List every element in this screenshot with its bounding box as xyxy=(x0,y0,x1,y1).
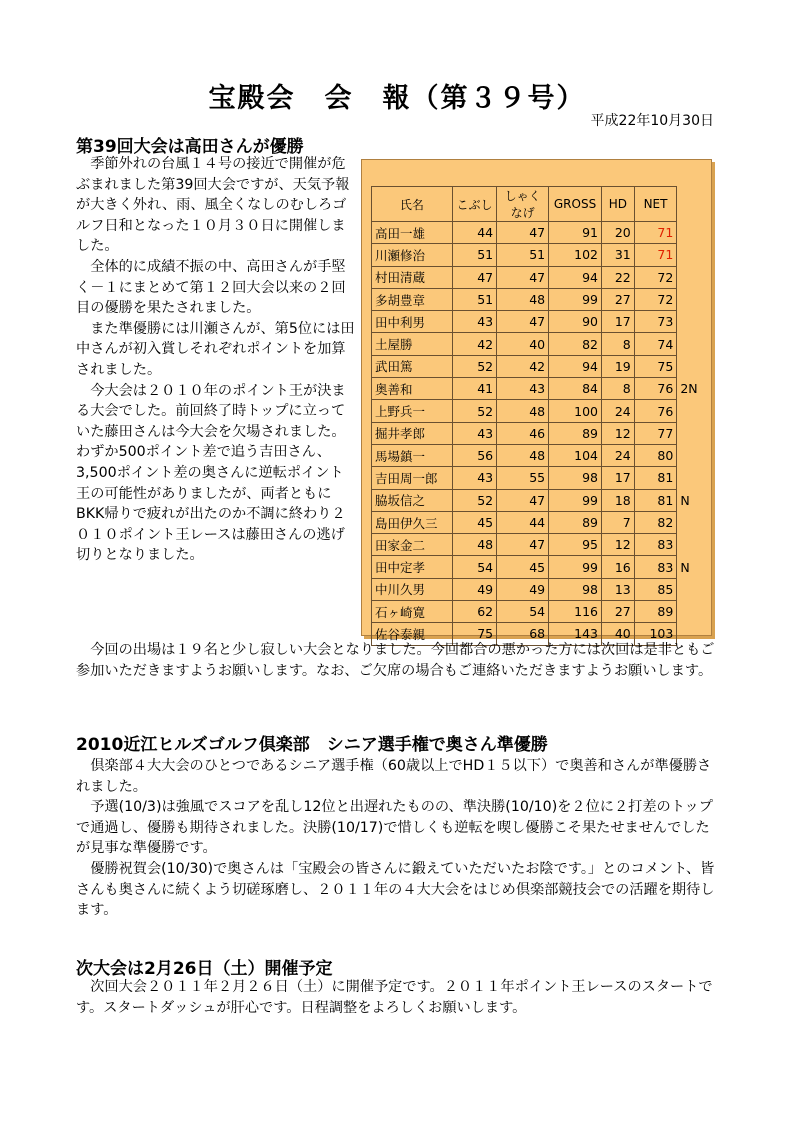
score-remark xyxy=(677,266,711,288)
score-shakunage: 48 xyxy=(497,444,549,466)
score-remark xyxy=(677,333,711,355)
score-gross: 89 xyxy=(549,511,602,533)
score-remark xyxy=(677,601,711,623)
score-net: 89 xyxy=(634,601,677,623)
score-shakunage: 68 xyxy=(497,623,549,645)
score-shakunage: 43 xyxy=(497,378,549,400)
score-net: 76 xyxy=(634,378,677,400)
article1-body xyxy=(76,154,356,566)
article1-p3: また準優勝には川瀬さんが、第5位には田中さんが初入賞しそれぞれポイントを加算されました。 xyxy=(76,320,355,378)
score-remark: N xyxy=(677,556,711,578)
score-row xyxy=(372,511,712,533)
score-net: 76 xyxy=(634,400,677,422)
article3-heading: 次大会は2月26日（土）開催予定 xyxy=(76,959,333,979)
score-net: 81 xyxy=(634,489,677,511)
player-name: 奥善和 xyxy=(372,378,453,400)
score-remark xyxy=(677,578,711,600)
score-shakunage: 47 xyxy=(497,266,549,288)
score-gross: 82 xyxy=(549,333,602,355)
score-net: 71 xyxy=(634,222,677,244)
score-kobushi: 51 xyxy=(452,288,496,310)
score-kobushi: 42 xyxy=(452,333,496,355)
score-hd: 12 xyxy=(601,422,634,444)
score-row xyxy=(372,467,712,489)
score-gross: 98 xyxy=(549,467,602,489)
score-shakunage: 46 xyxy=(497,422,549,444)
score-net: 82 xyxy=(634,511,677,533)
score-remark xyxy=(677,422,711,444)
score-hd: 40 xyxy=(601,623,634,645)
player-name: 脇坂信之 xyxy=(372,489,453,511)
score-gross: 84 xyxy=(549,378,602,400)
score-hd: 8 xyxy=(601,333,634,355)
header-kobushi: こぶし xyxy=(452,187,496,222)
score-hd: 8 xyxy=(601,378,634,400)
score-kobushi: 62 xyxy=(452,601,496,623)
score-kobushi: 51 xyxy=(452,244,496,266)
player-name: 土屋勝 xyxy=(372,333,453,355)
article2-heading: 2010近江ヒルズゴルフ倶楽部 シニア選手権で奥さん準優勝 xyxy=(76,735,548,755)
article3-body xyxy=(76,977,720,1018)
score-shakunage: 44 xyxy=(497,511,549,533)
score-row xyxy=(372,601,712,623)
score-row xyxy=(372,556,712,578)
score-gross: 104 xyxy=(549,444,602,466)
score-gross: 91 xyxy=(549,222,602,244)
article1-heading: 第39回大会は高田さんが優勝 xyxy=(76,137,304,157)
article2-p3: 優勝祝賀会(10/30)で奥さんは「宝殿会の皆さんに鍛えていただいたお陰です。」とのコメント、皆さんも奥さんに続くよう切磋琢磨し、２０１１年の４大大会をはじめ倶楽部競技会での活躍を期待します。 xyxy=(76,860,715,919)
score-net: 74 xyxy=(634,333,677,355)
score-kobushi: 75 xyxy=(452,623,496,645)
score-gross: 99 xyxy=(549,556,602,578)
score-net: 75 xyxy=(634,355,677,377)
score-row xyxy=(372,400,712,422)
score-hd: 7 xyxy=(601,511,634,533)
player-name: 石ヶ崎寛 xyxy=(372,601,453,623)
score-row xyxy=(372,355,712,377)
score-net: 77 xyxy=(634,422,677,444)
score-gross: 99 xyxy=(549,489,602,511)
article1-p1: 季節外れの台風１４号の接近で開催が危ぶまれました第39回大会ですが、天気予報が大きく外れ、雨、風全くなしのむしろゴルフ日和となった１０月３０日に開催しました。 xyxy=(76,156,350,255)
score-shakunage: 47 xyxy=(497,489,549,511)
player-name: 佐谷泰親 xyxy=(372,623,453,645)
score-kobushi: 43 xyxy=(452,311,496,333)
score-shakunage: 48 xyxy=(497,400,549,422)
score-gross: 102 xyxy=(549,244,602,266)
score-remark xyxy=(677,311,711,333)
player-name: 武田篤 xyxy=(372,355,453,377)
score-remark xyxy=(677,222,711,244)
player-name: 多胡豊章 xyxy=(372,288,453,310)
score-table xyxy=(371,186,711,646)
score-gross: 90 xyxy=(549,311,602,333)
player-name: 田中利男 xyxy=(372,311,453,333)
score-shakunage: 48 xyxy=(497,288,549,310)
score-kobushi: 47 xyxy=(452,266,496,288)
score-hd: 19 xyxy=(601,355,634,377)
score-shakunage: 55 xyxy=(497,467,549,489)
score-kobushi: 43 xyxy=(452,422,496,444)
score-shakunage: 47 xyxy=(497,222,549,244)
score-remark xyxy=(677,467,711,489)
score-kobushi: 41 xyxy=(452,378,496,400)
score-net: 72 xyxy=(634,288,677,310)
player-name: 川瀬修治 xyxy=(372,244,453,266)
score-net: 83 xyxy=(634,534,677,556)
score-hd: 31 xyxy=(601,244,634,266)
score-remark xyxy=(677,288,711,310)
score-gross: 100 xyxy=(549,400,602,422)
score-net: 80 xyxy=(634,444,677,466)
score-gross: 143 xyxy=(549,623,602,645)
score-remark xyxy=(677,400,711,422)
score-net: 72 xyxy=(634,266,677,288)
score-row xyxy=(372,378,712,400)
score-shakunage: 49 xyxy=(497,578,549,600)
score-row xyxy=(372,489,712,511)
score-remark xyxy=(677,444,711,466)
score-row xyxy=(372,444,712,466)
score-shakunage: 42 xyxy=(497,355,549,377)
header-gross: GROSS xyxy=(549,187,602,222)
score-row xyxy=(372,422,712,444)
article3-p1: 次回大会２０１１年２月２６日（土）に開催予定です。２０１１年ポイント王レースのスタートです。スタートダッシュが肝心です。日程調整をよろしくお願いします。 xyxy=(76,979,713,1016)
score-shakunage: 54 xyxy=(497,601,549,623)
score-hd: 17 xyxy=(601,311,634,333)
article1-p4: 今大会は２０１０年のポイント王が決まる大会でした。前回終了時トップに立っていた藤田さんは今大会を欠場されました。わずか500ポイント差で追う吉田さん、3,500ポイント差の奥さんに逆転ポイント王の可能性がありましたが、両者ともにBKK帰りで疲れが出たのか不調に終わり２０１０ポイント王レースは藤田さんの逃げ切りとなりました。 xyxy=(76,382,346,564)
score-hd: 16 xyxy=(601,556,634,578)
score-gross: 94 xyxy=(549,355,602,377)
issue-date: 平成22年10月30日 xyxy=(590,113,714,129)
score-hd: 24 xyxy=(601,444,634,466)
article2-body xyxy=(76,756,720,921)
score-kobushi: 43 xyxy=(452,467,496,489)
score-row xyxy=(372,244,712,266)
score-kobushi: 52 xyxy=(452,400,496,422)
score-remark xyxy=(677,511,711,533)
article2-p2: 予選(10/3)は強風でスコアを乱し12位と出遅れたものの、準決勝(10/10)を２位に２打差のトップで通過し、優勝も期待されました。決勝(10/17)で惜しくも逆転を喫し優勝こそ果たせませんでしたが見事な準優勝です。 xyxy=(76,799,713,857)
header-shakunage: しゃくなげ xyxy=(497,187,549,222)
score-net: 81 xyxy=(634,467,677,489)
score-shakunage: 51 xyxy=(497,244,549,266)
score-net: 103 xyxy=(634,623,677,645)
player-name: 高田一雄 xyxy=(372,222,453,244)
article1-closing xyxy=(76,640,720,681)
player-name: 田家金二 xyxy=(372,534,453,556)
header-remark xyxy=(677,187,711,222)
score-net: 71 xyxy=(634,244,677,266)
score-gross: 116 xyxy=(549,601,602,623)
score-shakunage: 40 xyxy=(497,333,549,355)
score-hd: 27 xyxy=(601,601,634,623)
score-kobushi: 52 xyxy=(452,489,496,511)
score-kobushi: 44 xyxy=(452,222,496,244)
header-name: 氏名 xyxy=(372,187,453,222)
score-hd: 12 xyxy=(601,534,634,556)
score-kobushi: 49 xyxy=(452,578,496,600)
score-shakunage: 45 xyxy=(497,556,549,578)
article2-p1: 倶楽部４大大会のひとつであるシニア選手権（60歳以上でHD１５以下）で奥善和さんが準優勝されました。 xyxy=(76,758,712,795)
score-gross: 94 xyxy=(549,266,602,288)
score-remark: N xyxy=(677,489,711,511)
score-card xyxy=(361,159,712,642)
score-net: 73 xyxy=(634,311,677,333)
score-net: 85 xyxy=(634,578,677,600)
newsletter-title: 宝殿会 会 報（第３９号） xyxy=(208,83,586,114)
score-row xyxy=(372,534,712,556)
score-kobushi: 54 xyxy=(452,556,496,578)
score-gross: 95 xyxy=(549,534,602,556)
player-name: 馬場鎮一 xyxy=(372,444,453,466)
score-remark xyxy=(677,244,711,266)
score-hd: 22 xyxy=(601,266,634,288)
score-header-row xyxy=(372,187,712,222)
score-hd: 20 xyxy=(601,222,634,244)
header-net: NET xyxy=(634,187,677,222)
score-row xyxy=(372,578,712,600)
score-remark: 2N xyxy=(677,378,711,400)
score-body xyxy=(372,222,712,646)
score-kobushi: 52 xyxy=(452,355,496,377)
score-hd: 27 xyxy=(601,288,634,310)
score-hd: 13 xyxy=(601,578,634,600)
player-name: 掘井孝郎 xyxy=(372,422,453,444)
score-row xyxy=(372,311,712,333)
score-gross: 99 xyxy=(549,288,602,310)
score-kobushi: 48 xyxy=(452,534,496,556)
score-hd: 24 xyxy=(601,400,634,422)
score-remark xyxy=(677,355,711,377)
score-row xyxy=(372,266,712,288)
player-name: 村田清蔵 xyxy=(372,266,453,288)
player-name: 島田伊久三 xyxy=(372,511,453,533)
player-name: 吉田周一郎 xyxy=(372,467,453,489)
score-gross: 98 xyxy=(549,578,602,600)
header-hd: HD xyxy=(601,187,634,222)
score-row xyxy=(372,333,712,355)
score-shakunage: 47 xyxy=(497,534,549,556)
score-gross: 89 xyxy=(549,422,602,444)
article1-p2: 全体的に成績不振の中、高田さんが手堅く－１にまとめて第１２回大会以来の２回目の優勝を果たされました。 xyxy=(76,258,346,317)
score-shakunage: 47 xyxy=(497,311,549,333)
article1-p5: 今回の出場は１９名と少し寂しい大会となりました。今回都合の悪かった方には次回は是非ともご参加いただきますようお願いします。なお、ご欠席の場合もご連絡いただきますようお願いします。 xyxy=(76,642,715,679)
score-kobushi: 56 xyxy=(452,444,496,466)
score-net: 83 xyxy=(634,556,677,578)
score-kobushi: 45 xyxy=(452,511,496,533)
player-name: 上野兵一 xyxy=(372,400,453,422)
score-row xyxy=(372,288,712,310)
score-hd: 17 xyxy=(601,467,634,489)
score-hd: 18 xyxy=(601,489,634,511)
player-name: 中川久男 xyxy=(372,578,453,600)
score-row xyxy=(372,222,712,244)
score-remark xyxy=(677,534,711,556)
player-name: 田中定孝 xyxy=(372,556,453,578)
